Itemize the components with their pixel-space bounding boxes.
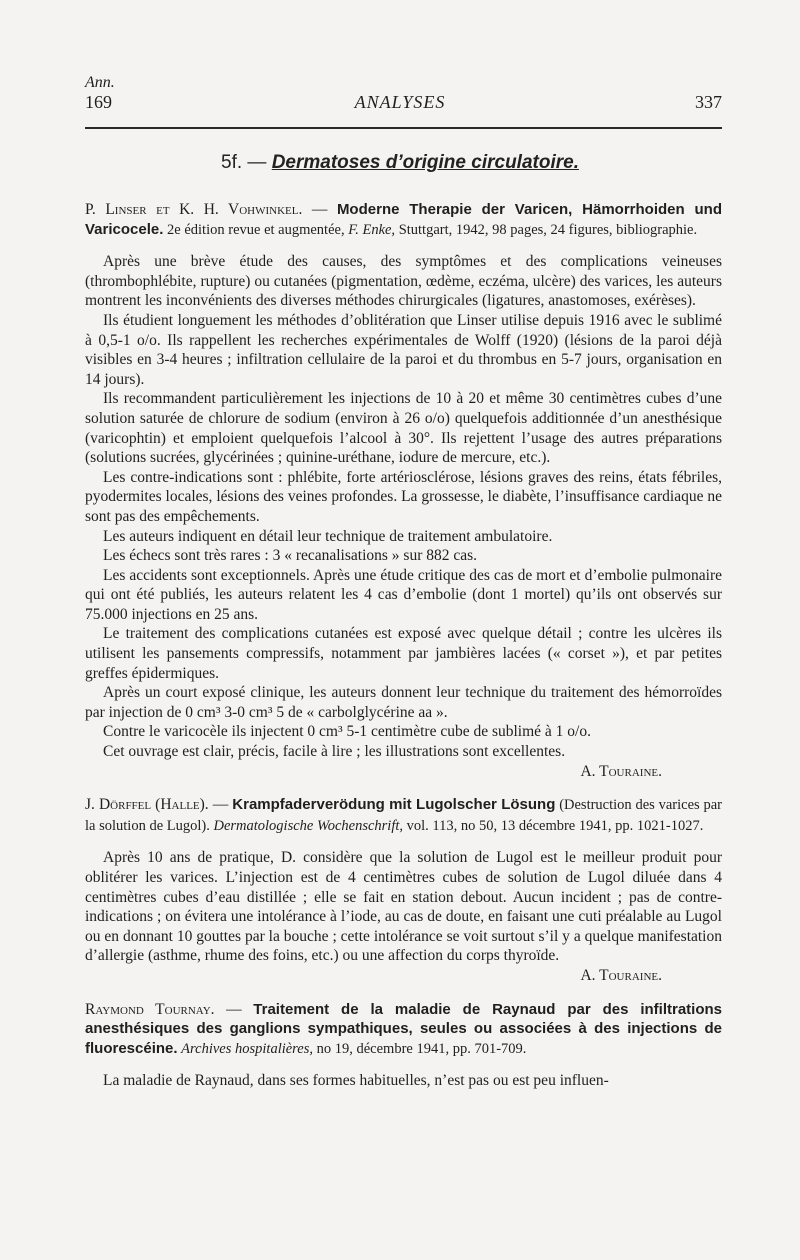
section-number: 5f. — bbox=[221, 152, 267, 173]
paragraph: Après un court exposé clinique, les auteurs donnent leur technique du traitement des hémorroïdes par injection de 0 cm³ 3-0 cm³ 5 de « carbolglycérine aa ». bbox=[85, 684, 722, 721]
reviewer-signature: A. Touraine. bbox=[580, 762, 662, 780]
article-authors: J. Dörffel (Halle). — bbox=[85, 796, 229, 814]
article-reference bbox=[85, 200, 722, 240]
paragraph: Les contre-indications sont : phlébite, forte artériosclérose, lésions graves des reins, états fébriles, pyodermites locales, lésions des veines profondes. La grossesse, le diabète, l’insuffisance cardiaque ne sont pas des empêchements. bbox=[85, 468, 722, 525]
paragraph: Cet ouvrage est clair, précis, facile à lire ; les illustrations sont excellentes. bbox=[103, 743, 566, 761]
citation-journal: Archives hospitalières, bbox=[181, 1040, 313, 1057]
paragraph: Le traitement des complications cutanées est exposé avec quelque détail ; contre les ulcères ils utilisent les pansements compressifs, notamment par jambières lacées (« corset »), et par petites greffes épidermiques. bbox=[85, 625, 722, 682]
article-title: Krampfaderverödung mit Lugolscher Lösung bbox=[232, 796, 556, 814]
page-number: 337 bbox=[695, 92, 722, 112]
citation-pre: (Destruction des varices par la solution de Lugol). bbox=[85, 797, 723, 834]
article-reference bbox=[85, 1000, 722, 1060]
paragraph: Ils recommandent particulièrement les injections de 10 à 20 et même 30 centimètres cubes d’une solution saturée de chlorure de sodium (environ à 26 o/o) quelquefois additionnée d’un anesthésique (varicophtin) et emploient quelquefois l’alcool à 30°. Ils rejettent l’usage des autres préparations (solutions sucrées, glycérinées ; quinine-uréthane, iodure de mercure, etc.). bbox=[85, 390, 722, 467]
citation-journal: Dermatologische Wochenschrift, bbox=[213, 817, 404, 834]
section-heading bbox=[0, 152, 800, 174]
article-authors: P. Linser et K. H. Vohwinkel. — bbox=[85, 201, 328, 218]
paragraph: Après 10 ans de pratique, D. considère que la solution de Lugol est le meilleur produit pour oblitérer les varices. L’injection est de 4 centimètres cubes de solution de Lugol diluée dans 4 centimètres cubes d’eau distillée ; elle se fait en station debout. Aucun incident ; pas de contre-indications ; on évitera une intolérance à l’iode, au cas de doute, en faisant une cuti préalable au Lugol ou en donnant 10 gouttes par la bouche ; cette intolérance se voit surtout s’il y a quelque manifestation d’allergie (asthme, rhume des foins, etc.) ou une affection du corps thyroïde. bbox=[85, 849, 722, 965]
citation-post: vol. 113, no 50, 13 décembre 1941, pp. 1021-1027. bbox=[403, 817, 704, 834]
article-body bbox=[85, 200, 722, 1091]
paragraph: Contre le varicocèle ils injectent 0 cm³ 5-1 centimètre cube de sublimé à 1 o/o. bbox=[103, 723, 591, 741]
section-title: Dermatoses d’origine circulatoire. bbox=[271, 152, 579, 173]
running-title: ANALYSES bbox=[354, 92, 446, 112]
paragraph: Les accidents sont exceptionnels. Après une étude critique des cas de mort et d’embolie pulmonaire qui ont été publiés, les auteurs relatent les 4 cas d’embolie (dont 1 mortel) qu’ils ont observés sur 75.000 injections en 25 ans. bbox=[85, 566, 722, 623]
citation-post: no 19, décembre 1941, pp. 701-709. bbox=[313, 1040, 527, 1057]
paragraph: La maladie de Raynaud, dans ses formes habituelles, n’est pas ou est peu influen- bbox=[103, 1072, 609, 1090]
paragraph: Ils étudient longuement les méthodes d’oblitération que Linser utilise depuis 1916 avec le sublimé à 0,5-1 o/o. Ils rappellent les recherches expérimentales de Wolff (1920) (lésions de la paroi déjà visibles en 3-4 heures ; infiltration cellulaire de la paroi et du thrombus en 5-7 jours, organisation en 14 jours). bbox=[85, 311, 722, 388]
paragraph: Après une brève étude des causes, des symptômes et des complications veineuses (thrombophlébite, rupture) ou cutanées (pigmentation, œdème, eczéma, ulcère) des varices, les auteurs montrent les inconvénients des diverses méthodes chirurgicales (ligatures, anastomoses, exérèses). bbox=[85, 253, 722, 310]
journal-abbrev: Ann. bbox=[85, 74, 115, 91]
article-title: Traitement de la maladie de Raynaud par des infiltrations anesthésiques des ganglions sympathiques, seules ou associées à des injections de fluorescéine. bbox=[85, 1000, 722, 1057]
paragraph: Les auteurs indiquent en détail leur technique de traitement ambulatoire. bbox=[103, 527, 553, 545]
reviewer-signature: A. Touraine. bbox=[580, 966, 662, 984]
volume-number: 169 bbox=[85, 92, 112, 112]
paragraph: Les échecs sont très rares : 3 « recanalisations » sur 882 cas. bbox=[103, 547, 478, 565]
article-title: Moderne Therapie der Varicen, Hämorrhoiden und Varicocele. bbox=[85, 201, 722, 238]
article-reference bbox=[85, 795, 722, 836]
citation-pre: 2e édition revue et augmentée, bbox=[163, 221, 349, 238]
citation-publisher: F. Enke, bbox=[348, 221, 396, 238]
article-authors: Raymond Tournay. — bbox=[85, 1000, 242, 1018]
header-rule bbox=[85, 127, 722, 129]
citation-post: Stuttgart, 1942, 98 pages, 24 figures, bibliographie. bbox=[395, 221, 698, 238]
